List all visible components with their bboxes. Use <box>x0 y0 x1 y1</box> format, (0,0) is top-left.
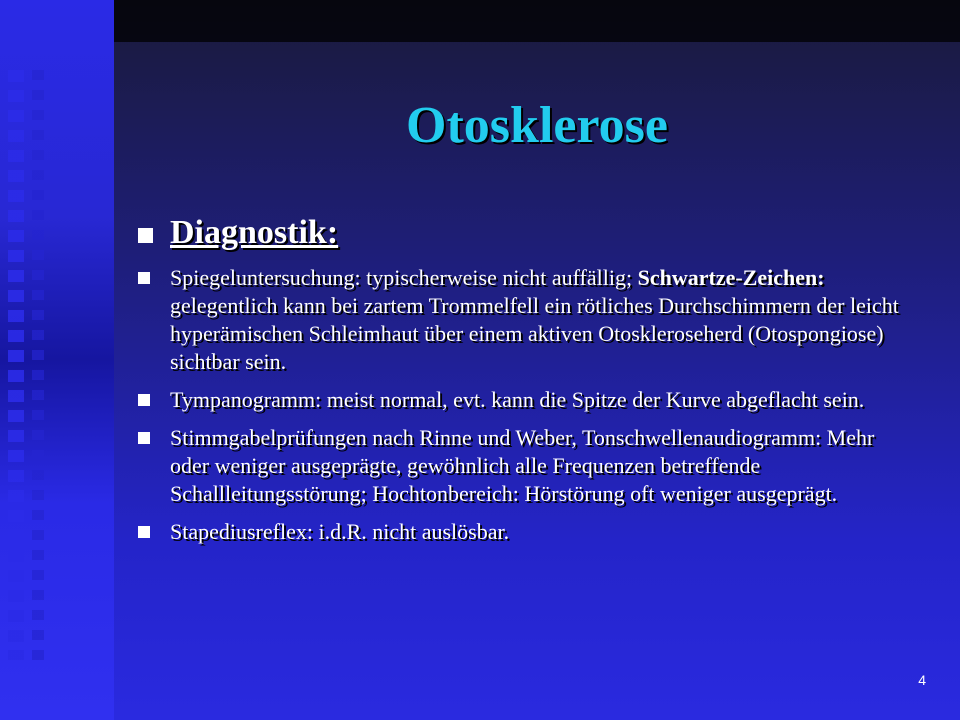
point-3-text: Stimmgabelprüfungen nach Rinne und Weber, Tonschwellenaudiogramm: Mehr oder weniger ausgeprägte, gewöhnlich alle Frequenzen betreffende Schallleitungsstörung; Hochtonbereich: Hörstörung oft weniger ausgeprägt. <box>170 425 875 506</box>
square-bullet-icon <box>138 394 150 406</box>
point-1-text-b: gelegentlich kann bei zartem Trommelfell ein rötliches Durchschimmern der leicht hyperämischen Schleimhaut über einem aktiven Otoskleroseherd (Otospongiose) sichtbar sein. <box>170 293 899 374</box>
top-band <box>114 0 960 42</box>
point-2-text: Tympanogramm: meist normal, evt. kann die Spitze der Kurve abgeflacht sein. <box>170 387 865 412</box>
square-bullet-icon <box>138 432 150 444</box>
bullet-point-3 <box>136 424 906 508</box>
bullet-point-2 <box>136 386 906 414</box>
point-4-text: Stapediusreflex: i.d.R. nicht auslösbar. <box>170 519 510 544</box>
bullet-point-1 <box>136 264 906 376</box>
decor-squares <box>8 70 24 660</box>
point-1-text-a: Spiegeluntersuchung: typischerweise nicht auffällig; <box>170 265 638 290</box>
bullet-point-4 <box>136 518 906 546</box>
left-decor-strip <box>0 0 114 720</box>
square-bullet-icon <box>138 526 150 538</box>
point-1-emphasis: Schwartze-Zeichen: <box>637 265 825 290</box>
slide-title: Otosklerose <box>406 97 668 154</box>
heading-text: Diagnostik: <box>170 214 339 251</box>
square-bullet-icon <box>138 228 153 243</box>
decor-squares-secondary <box>32 70 44 660</box>
section-heading <box>136 212 906 254</box>
square-bullet-icon <box>138 272 150 284</box>
slide-content <box>136 212 906 556</box>
page-number: 4 <box>918 672 926 688</box>
